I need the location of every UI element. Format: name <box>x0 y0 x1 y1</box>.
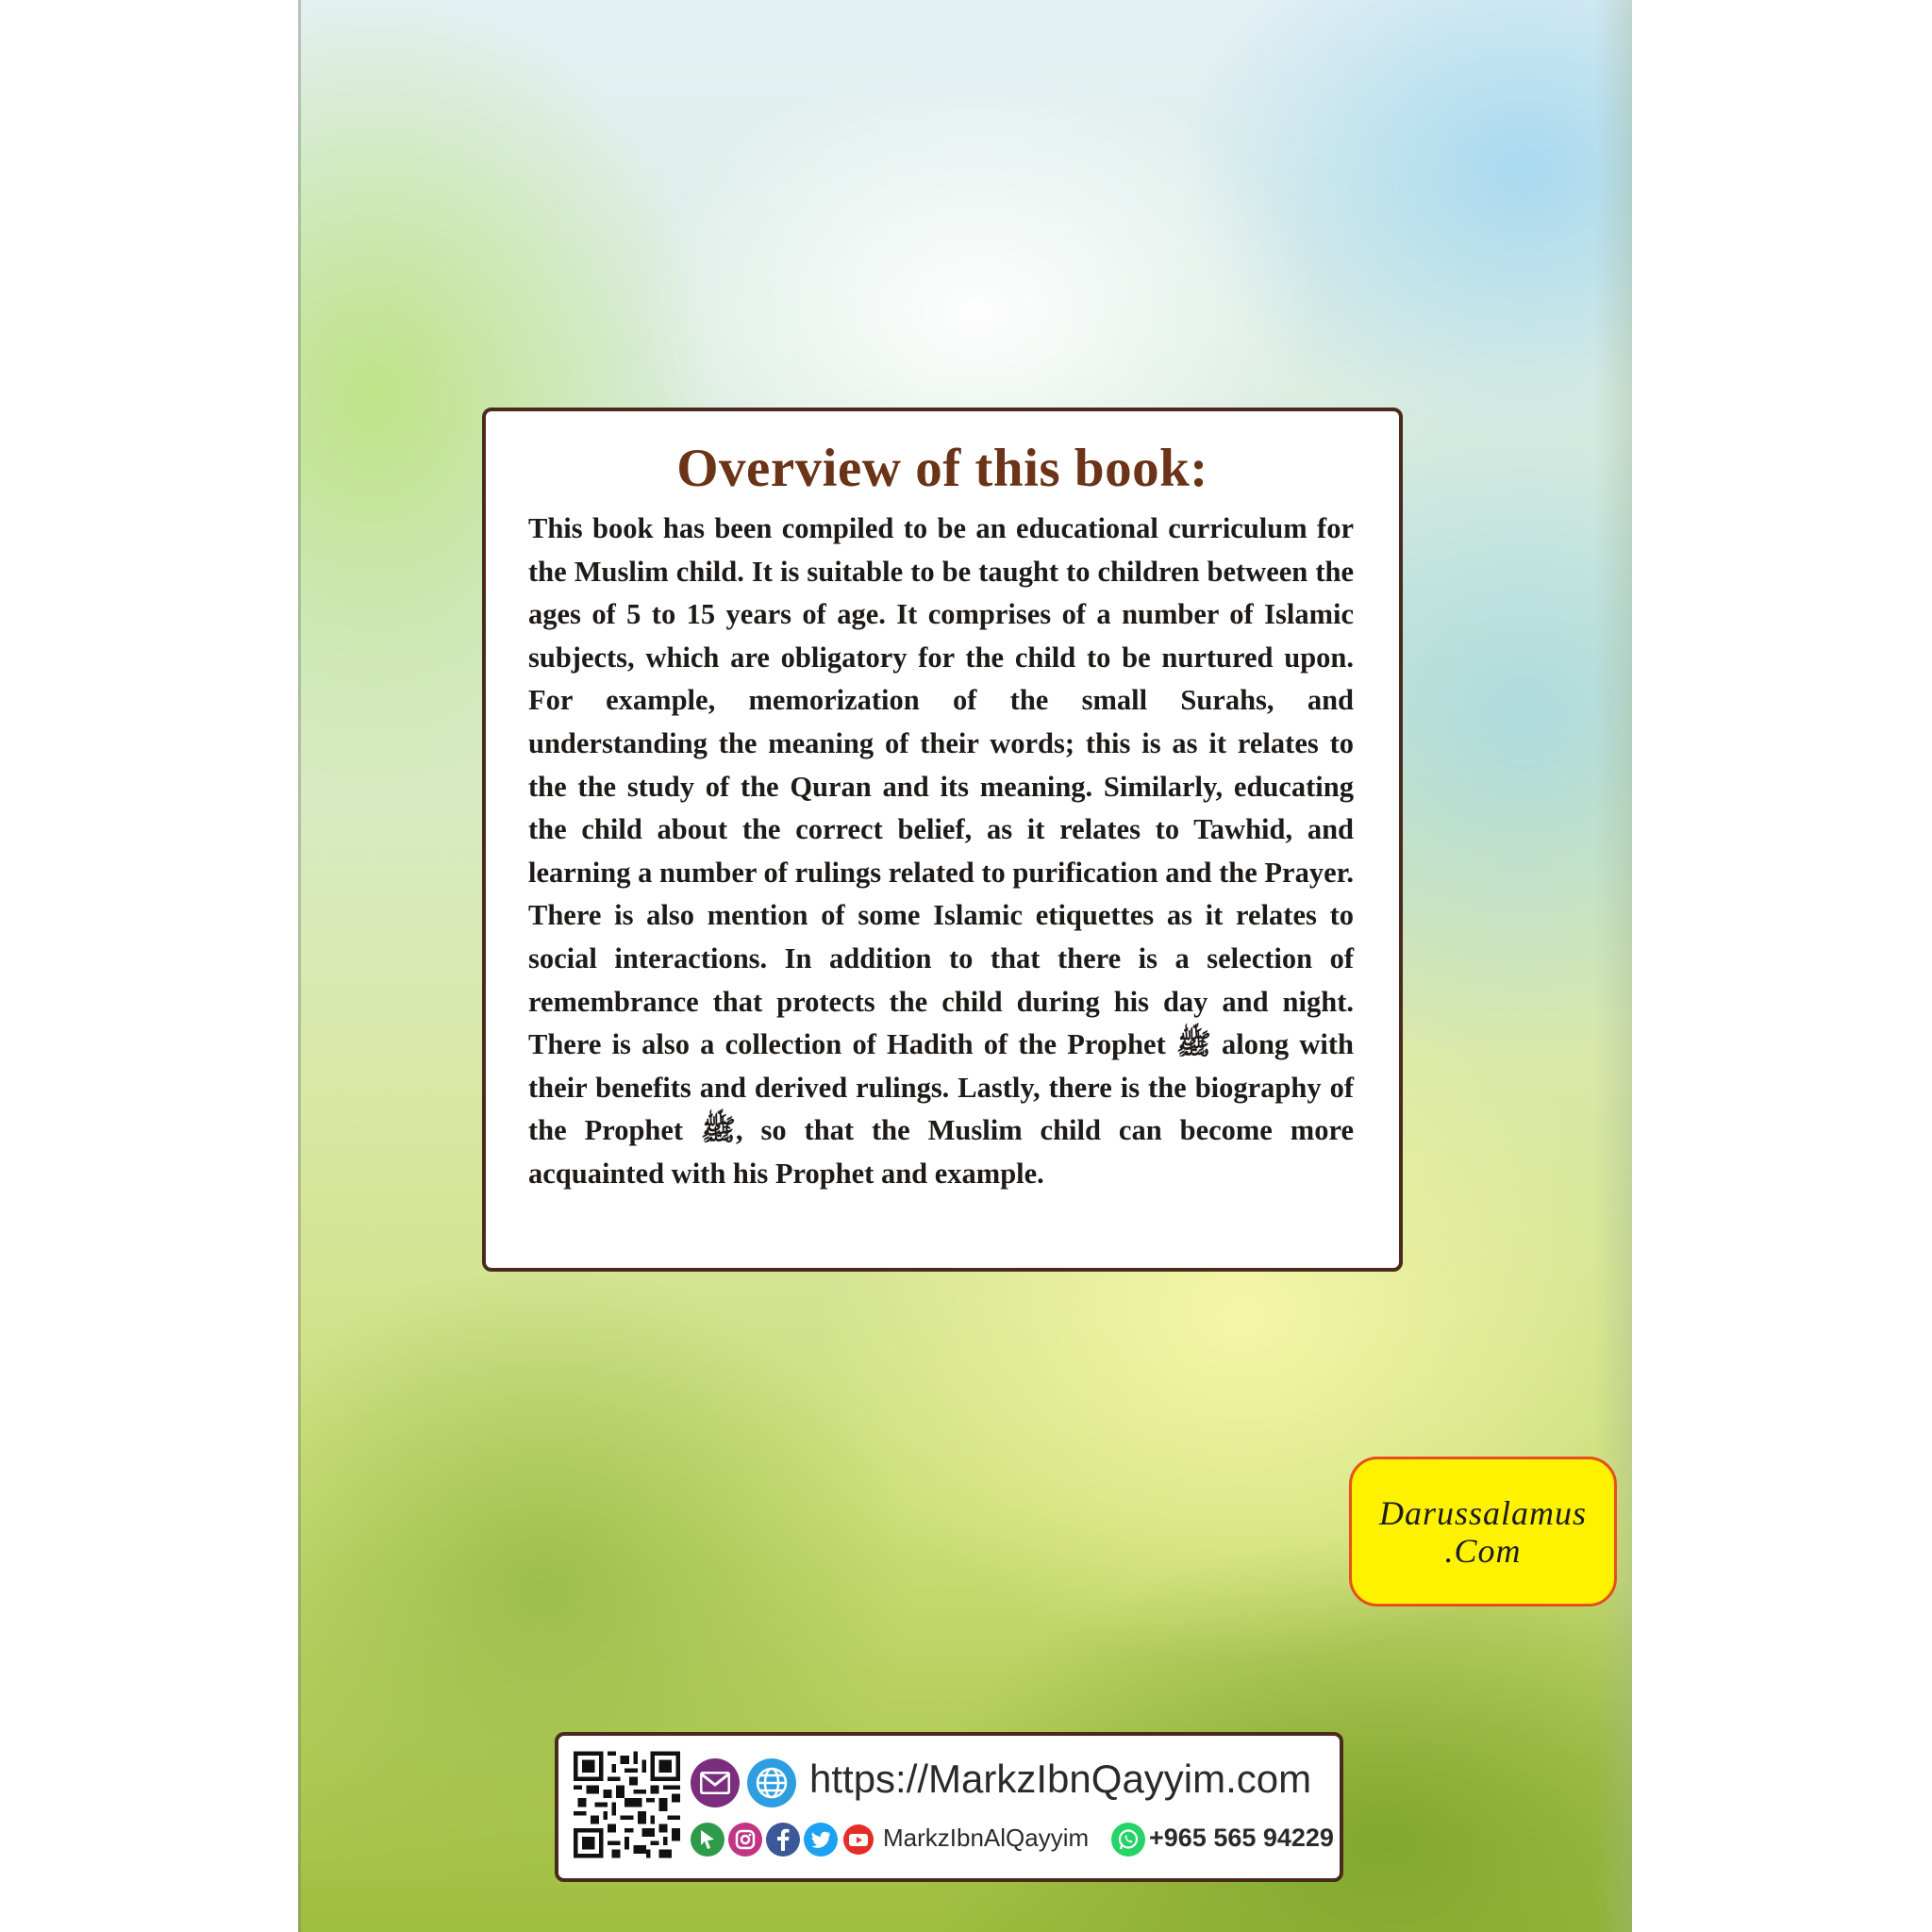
globe-icon[interactable] <box>747 1758 796 1807</box>
twitter-icon[interactable] <box>804 1823 838 1857</box>
phone-number[interactable]: +965 565 94229 <box>1149 1824 1334 1852</box>
qr-code <box>574 1749 680 1860</box>
pointer-icon[interactable] <box>691 1823 724 1857</box>
darussalamus-badge <box>1349 1457 1617 1607</box>
social-handle[interactable]: MarkzIbnAlQayyim <box>883 1824 1090 1852</box>
email-icon[interactable] <box>691 1758 740 1807</box>
contact-bar <box>555 1732 1343 1882</box>
spine-shadow <box>1594 0 1632 1932</box>
book-back-cover <box>298 0 1632 1932</box>
whatsapp-icon[interactable] <box>1111 1823 1145 1857</box>
overview-title: Overview of this book: <box>676 439 1208 498</box>
instagram-icon[interactable] <box>728 1823 762 1857</box>
overview-box <box>482 408 1403 1272</box>
badge-line-1: Darussalamus <box>1378 1493 1588 1532</box>
youtube-icon[interactable] <box>841 1823 875 1857</box>
badge-line-2: .Com <box>1444 1531 1522 1570</box>
cover-edge <box>298 0 301 1932</box>
facebook-icon[interactable] <box>766 1823 800 1857</box>
overview-text: This book has been compiled to be an educational curriculum for the Muslim child. It is suitable to be taught to children between the ages of 5 to 15 years of age. It comprises of a number of Islamic subjects, which are obligatory for the child to be nurtured upon. For example, memorization of the small Surahs, and understanding the meaning of their words; this is as it relates to the the study of the Quran and its meaning. Similarly, educating the child about the correct belief, as it relates to Tawhid, and learning a number of rulings related to purification and the Prayer. There is also mention of some Islamic etiquettes as it relates to social interactions. In addition to that there is a selection of remembrance that protects the child during his day and night. There is also a collection of Hadith of the Prophet ﷺ along with their benefits and derived rulings. Lastly, there is the biography of the Prophet ﷺ, so that the Muslim child can become more acquainted with his Prophet and example. <box>528 512 1354 1190</box>
website-url[interactable]: https://MarkzIbnQayyim.com <box>809 1757 1312 1801</box>
